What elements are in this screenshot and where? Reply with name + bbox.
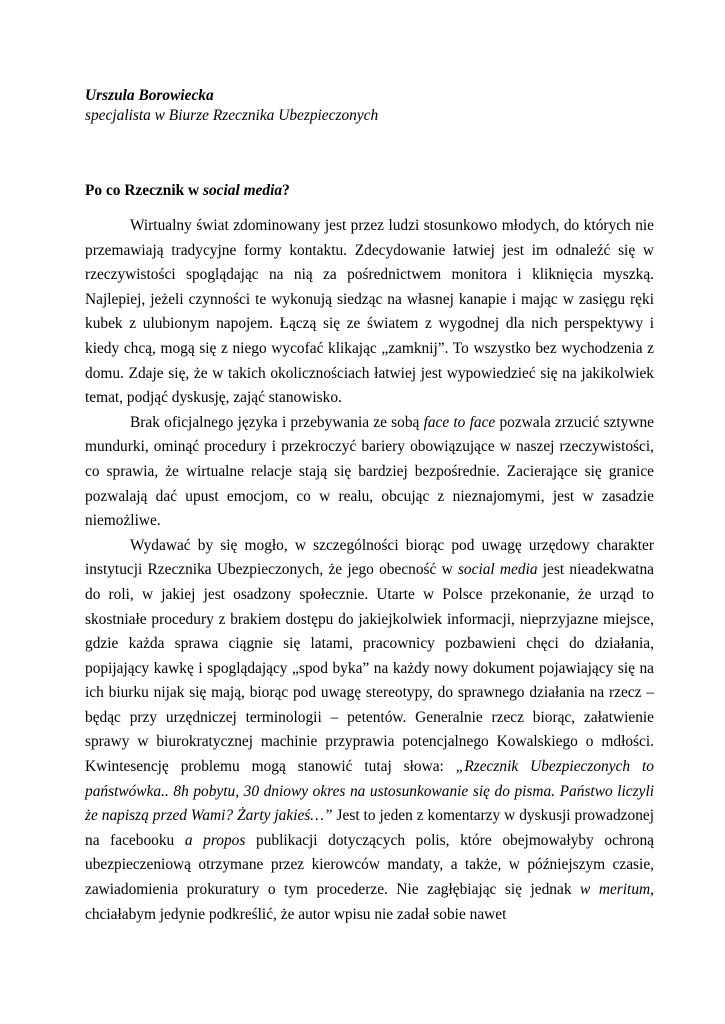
- title-text: Po co Rzecznik w: [85, 182, 203, 199]
- author-role: specjalista w Biurze Rzecznika Ubezpieczonych: [85, 107, 379, 124]
- title-italic-text: social media: [202, 182, 283, 199]
- paragraph-segment: pozwala zrzucić sztywne mundurki, ominąć procedury i przekroczyć bariery obowiązujące w naszej rzeczywistości, co sprawia, że wirtualne relacje stają się bardziej bezpośrednie. Zacierające się granice pozwalają dać upust emocjom, co w realu, obcując z nieznajomymi, jest w zasadzie niemożliwe.: [85, 413, 654, 530]
- paragraph-italic-segment: social media: [457, 561, 538, 579]
- paragraph-segment: jest nieadekwatna do roli, w jakiej jest osadzony społecznie. Utarte w Polsce przekonanie, że urząd to skostniałe procedury z brakiem dostępu do jakiejkolwiek informacji, nieprzyjazne miejsce, gdzie każda sprawa ciągnie się latami, pracownicy pozbawieni chęci do działania, popijający kawkę i spoglądający „spod byka” na każdy nowy dokument pojawiający się na ich biurku nijak się mają, biorąc pod uwagę stereotypy, do sprawnego działania na rzecz – będąc przy urzędniczej terminologii – petentów. Generalnie rzecz biorąc, załatwienie sprawy w biurokratycznej machinie przyprawia potencjalnego Kowalskiego o mdłości. Kwintesencję problemu mogą stanowić tutaj słowa:: [85, 561, 654, 776]
- article-title: [85, 181, 290, 201]
- article-body: [85, 214, 654, 927]
- paragraph-segment: Wydawać by się mogło, w szczególności biorąc pod uwagę urzędowy charakter instytucji Rzecznika Ubezpieczonych, że jego obecność w: [85, 536, 654, 579]
- paragraph-italic-segment: a propos: [184, 831, 246, 849]
- author-name: Urszula Borowiecka: [85, 87, 214, 104]
- title-suffix: ?: [282, 182, 290, 199]
- paragraph-2: [85, 411, 654, 534]
- paragraph-italic-segment: face to face: [423, 413, 496, 431]
- paragraph-segment: Wirtualny świat zdominowany jest przez ludzi stosunkowo młodych, do których nie przemawiają tradycyjne formy kontaktu. Zdecydowanie łatwiej jest im odnaleźć się w rzeczywistości spoglądając na nią za pośrednictwem monitora i kliknięcia myszką. Najlepiej, jeżeli czynności te wykonują siedząc na własnej kanapie i mając w zasięgu ręki kubek z ulubionym napojem. Łączą się ze światem z wygodnej dla nich perspektywy i kiedy chcą, mogą się z niego wycofać klikając „zamknij”. To wszystko bez wychodzenia z domu. Zdaje się, że w takich okolicznościach łatwiej jest wypowiedzieć się na jakikolwiek temat, podjąć dyskusję, zająć stanowisko.: [85, 217, 654, 407]
- paragraph-3: [85, 534, 654, 928]
- paragraph-1: [85, 214, 654, 411]
- paragraph-segment: Jest to jeden z komentarzy w dyskusji prowadzonej na facebooku: [85, 807, 654, 849]
- paragraph-segment: Brak oficjalnego języka i przebywania ze sobą: [130, 413, 424, 431]
- paragraph-italic-segment: w meritum: [580, 881, 651, 899]
- paragraph-segment: publikacji dotyczących polis, które obejmowałyby ochroną ubezpieczeniową otrzymane przez kierowców mandaty, a także, w późniejszym czasie, zawiadomienia prokuratury o tym procederze. Nie zagłębiając się jednak: [85, 831, 654, 899]
- quote-italic-segment: „Rzecznik Ubezpieczonych to państwówka.. 8h pobytu, 30 dniowy okres na ustosunkowanie się do pisma. Państwo liczyli że napiszą przed Wami? Żarty jakieś…”: [85, 758, 654, 825]
- paragraph-segment: , chciałabym jedynie podkreślić, że autor wpisu nie zadał sobie nawet: [85, 881, 654, 923]
